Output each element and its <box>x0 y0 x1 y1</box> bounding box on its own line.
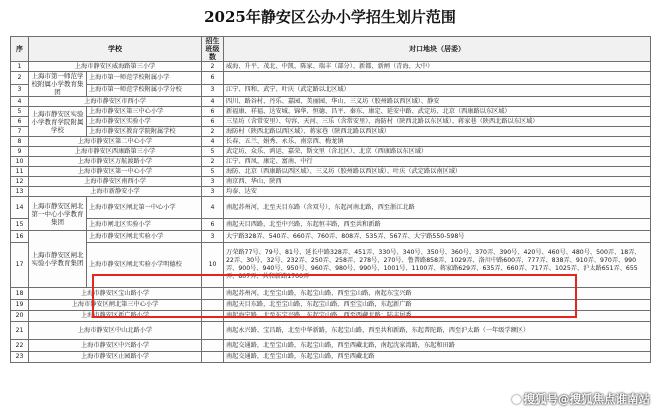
class-count: 5 <box>202 167 224 177</box>
row-index: 8 <box>11 137 29 147</box>
catchment-area: 长春、五兰、娟秀、永乐、南京西、梅龙镇 <box>224 137 651 147</box>
table-row <box>11 72 651 85</box>
school-name: 上海市静安区闸北第三中心小学 <box>29 300 202 311</box>
row-index: 2 <box>11 72 29 85</box>
school-name: 上海市静安区宝山路小学 <box>29 288 202 300</box>
table-row <box>11 322 651 340</box>
school-name: 上海市静安区第二中心小学 <box>29 137 202 147</box>
catchment-area: 威海、升平、茂北、中凯、陈家、瑞丰（部分）、新都、新闸（青海、大中） <box>224 62 651 72</box>
row-index: 1 <box>11 62 29 72</box>
row-index: 3 <box>11 84 29 97</box>
class-count: 3 <box>202 84 224 97</box>
highlight-box <box>92 274 577 318</box>
school-name: 上海市静安区实验小学 <box>87 117 202 127</box>
class-count: 3 <box>202 231 224 243</box>
catchment-area: 南起交通路，北至宝山路，东起宝山路，西至西藏北路 <box>224 352 651 363</box>
table-row <box>11 177 651 187</box>
catchment-area: 南起苏州河，北至天目东路（含双号），东起河南北路，西至浙江北路 <box>224 197 651 219</box>
class-count <box>202 322 224 340</box>
school-group: 上海市静安区闸北实验小学教育集团 <box>29 231 87 288</box>
table-row <box>11 352 651 363</box>
school-name: 上海市静安区西康路第三小学 <box>29 147 202 157</box>
school-name: 上海市新静安小学 <box>29 187 202 197</box>
school-name: 上海市静安区威海路第三小学 <box>29 62 202 72</box>
school-name: 上海市静安区南西小学 <box>29 177 202 187</box>
header-classes: 招生班级数 <box>202 37 224 62</box>
table-row <box>11 231 651 243</box>
row-index: 14 <box>11 197 29 219</box>
class-count: 2 <box>202 157 224 167</box>
page-title: 2025年静安区公办小学招生划片范围 <box>204 8 456 26</box>
row-index: 22 <box>11 340 29 352</box>
catchment-area: 万荣路77号、79号、81号、延长中路328弄、451弄、330号、340号、350号、360号、370弄、390号、420号、460号、480号、500弄、18弄、22弄、30号、32号、232弄、250弄、258弄、278号、270号、鲁普路858弄、1029弄、洛川中路600弄、777弄、838弄、910弄、970弄、990弄、900号、940号、950号、960弄、980号、990号、1001号、1100弄、蒋家路629弄、635弄、660弄、717弄、1025弄、沪太路651弄、655弄、807弄、共和新路1700弄 <box>224 243 651 288</box>
row-index: 7 <box>11 127 29 137</box>
row-index: 9 <box>11 147 29 157</box>
table-row <box>11 137 651 147</box>
row-index: 11 <box>11 167 29 177</box>
class-count: 6 <box>202 117 224 127</box>
table-row <box>11 147 651 157</box>
class-count: 2 <box>202 127 224 137</box>
table-row <box>11 107 651 117</box>
table-row <box>11 117 651 127</box>
catchment-area: 大宁路328弄、540弄、660弄、760弄、808弄、535弄、567弄、大宁路550-598号 <box>224 231 651 243</box>
catchment-area: 四川、路谷村、丹乐、嘉园、美丽园、华山、三义坊（胶州路以西区域）、静安 <box>224 97 651 107</box>
catchment-area: 南起天目西路，北至中兴路，东起恒丰路，西至共和新路 <box>224 219 651 231</box>
catchment-area: 均泰、达安 <box>224 187 651 197</box>
row-index: 13 <box>11 187 29 197</box>
school-name: 上海市静安区万航渡路小学 <box>29 157 202 167</box>
school-name: 上海市静安区中兴路小学 <box>29 340 202 352</box>
watermark-text: 搜狐号@搜狐焦点谁南站 <box>523 392 650 406</box>
catchment-area: 南起海宁路，北至东宝兴路，东起宝山路，西至西藏北路：陆丰居委 <box>224 311 651 322</box>
catchment-area: 新福康、祥福、达安城、锦华、恒德、昌平、秦东、康定、延安中路、武定坊、北京（西康路以东区域） <box>224 107 651 117</box>
table-row <box>11 340 651 352</box>
catchment-area: 三星坊（含常安里）、句容、天河、三乐（含常安里）、海防村（陕西北路以东区域）、蒋家巷（陕西北路以东区域） <box>224 117 651 127</box>
class-count: 2 <box>202 62 224 72</box>
table-header-row <box>11 37 651 62</box>
school-name: 上海市静安区闸北实验小学 <box>87 231 202 243</box>
catchment-area: 南起天目东路，北至宝山路，东起宝山路、西至宝山路，东起新广路 <box>224 300 651 311</box>
table-row <box>11 62 651 72</box>
class-count <box>202 352 224 363</box>
row-index: 4 <box>11 97 29 107</box>
catchment-area: 南起交通路，北至宝山路，东起宝山路，西至西藏北路，南起沈家湾路，东起和田路 <box>224 340 651 352</box>
school-group: 上海市静安区闸北第一中心小学教育集团 <box>29 197 87 231</box>
class-count: 5 <box>202 147 224 157</box>
row-index: 6 <box>11 117 29 127</box>
row-index: 21 <box>11 322 29 340</box>
table-row <box>11 187 651 197</box>
row-index: 10 <box>11 157 29 167</box>
row-index: 15 <box>11 219 29 231</box>
class-count: 10 <box>202 243 224 288</box>
row-index: 5 <box>11 107 29 117</box>
table-row <box>11 219 651 231</box>
school-name: 上海市静安区中山北路小学 <box>29 322 202 340</box>
catchment-area: 江宁、四和、武宁、叶庆（武定路以北区域） <box>224 84 651 97</box>
table-row <box>11 197 651 219</box>
school-group: 上海市第一师范学校附属小学教育集团 <box>29 72 87 97</box>
catchment-area: 武定坊、众乐、鸿运、嘉荣、斯文里（含北区）、北京（西康路以东区域） <box>224 147 651 157</box>
table-row <box>11 97 651 107</box>
school-name: 上海市静安区闸北实验小学明德校 <box>87 243 202 288</box>
watermark <box>512 391 651 407</box>
row-index: 16 <box>11 231 29 243</box>
school-name: 上海市闸北区实验小学 <box>87 219 202 231</box>
catchment-area: 海防、北京（西康路以西区域）、三义坊（胶州路以西区域）、叶庆（武定路以南区域） <box>224 167 651 177</box>
catchment-area: 江宁、西凤、康定、富南、中行 <box>224 157 651 167</box>
row-index: 23 <box>11 352 29 363</box>
class-count: 4 <box>202 197 224 219</box>
class-count <box>202 340 224 352</box>
catchment-area: 海防村（陕西北路以西区域）、蒋家巷（陕西北路以西区域） <box>224 127 651 137</box>
row-index: 19 <box>11 300 29 311</box>
school-name: 上海市静安区第三中心小学 <box>87 107 202 117</box>
catchment-area: 南京西、华山、陕西 <box>224 177 651 187</box>
table-row <box>11 84 651 97</box>
row-index: 17 <box>11 243 29 288</box>
class-count: 3 <box>202 177 224 187</box>
header-index: 序 <box>11 37 29 62</box>
school-name: 上海市静安区第一中心小学 <box>29 167 202 177</box>
class-count: 6 <box>202 72 224 85</box>
school-name: 上海市静安区教育学院附属学校 <box>87 127 202 137</box>
header-area: 对口地块（居委） <box>224 37 651 62</box>
catchment-area <box>224 72 651 85</box>
table-row <box>11 167 651 177</box>
school-name: 上海市第一师范学校附属小学 <box>87 72 202 85</box>
row-index: 18 <box>11 288 29 300</box>
school-name: 上海市静安区闸北第一中心小学 <box>87 197 202 219</box>
table-row <box>11 127 651 137</box>
class-count: 6 <box>202 219 224 231</box>
school-name: 上海市静安区市西小学 <box>29 97 202 107</box>
row-index: 20 <box>11 311 29 322</box>
header-school: 学校 <box>29 37 202 62</box>
class-count: 6 <box>202 107 224 117</box>
school-name: 上海市静安区新广路小学 <box>29 311 202 322</box>
class-count: 4 <box>202 137 224 147</box>
school-group: 上海市静安区实验小学教育学院附属学校 <box>29 107 87 137</box>
sohu-logo-icon <box>512 395 521 404</box>
class-count: 3 <box>202 187 224 197</box>
school-name: 上海市第一师范学校附属小学分校 <box>87 84 202 97</box>
class-count: 4 <box>202 97 224 107</box>
catchment-area: 南起永兴路、宝昌路，北至中华新路，东起宝山路，西至共和新路，东起普陀路，西至沪太路（一年级学额区） <box>224 322 651 340</box>
table-row <box>11 157 651 167</box>
catchment-area: 南起苏州河，北至宝山路，东起宝山路、西至宝山路，南起东宝兴路 <box>224 288 651 300</box>
row-index: 12 <box>11 177 29 187</box>
school-name: 上海市静安区止园路小学 <box>29 352 202 363</box>
